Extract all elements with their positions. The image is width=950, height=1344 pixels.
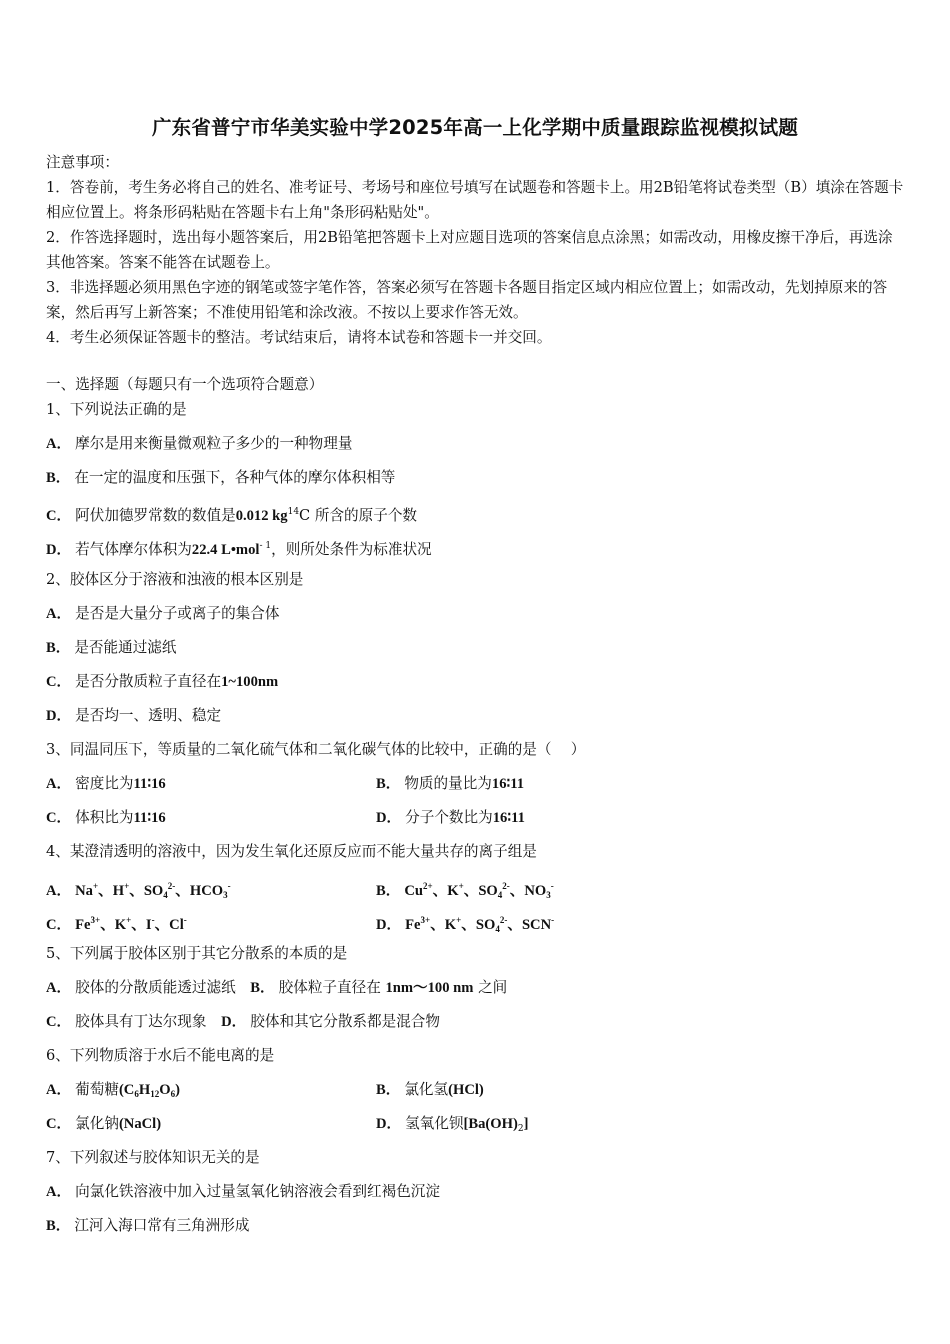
question-4-stem: 4、某澄清透明的溶液中，因为发生氧化还原反应而不能大量共存的离子组是 bbox=[46, 843, 537, 860]
option-label: D． bbox=[46, 542, 72, 558]
q4-option-c bbox=[46, 910, 187, 935]
question-3-stem: 3、同温同压下，等质量的二氧化硫气体和二氧化碳气体的比较中，正确的是（ ） bbox=[46, 741, 586, 758]
option-text: 在一定的温度和压强下，各种气体的摩尔体积相等 bbox=[74, 469, 396, 486]
q6-option-d bbox=[376, 1114, 528, 1139]
q2-option-b bbox=[46, 638, 177, 658]
option-text: 氯化钠 bbox=[75, 1115, 119, 1132]
q7-option-b bbox=[46, 1216, 249, 1236]
option-text: 胶体粒子直径在 bbox=[278, 979, 381, 996]
q5-options-cd bbox=[46, 1012, 440, 1032]
option-label: A． bbox=[46, 776, 72, 792]
option-label: B． bbox=[46, 1218, 71, 1234]
option-label: D． bbox=[376, 810, 402, 826]
q1-option-a bbox=[46, 434, 352, 454]
q4-option-d bbox=[376, 910, 554, 939]
section-heading: 一、选择题（每题只有一个选项符合题意） bbox=[46, 376, 324, 393]
question-7-stem: 7、下列叙述与胶体知识无关的是 bbox=[46, 1149, 260, 1166]
question-5-stem: 5、下列属于胶体区别于其它分散系的本质的是 bbox=[46, 945, 348, 962]
subscript: 2 bbox=[517, 1124, 524, 1134]
option-text: 胶体和其它分散系都是混合物 bbox=[250, 1013, 440, 1030]
q3-option-b bbox=[376, 774, 524, 794]
chemical-formula: $(C_6H_{12}O_6)$ bbox=[118, 1082, 180, 1099]
ion-formula: $Fe^{3+}$、K+、$SO_4^{2-}$、SCN- bbox=[405, 915, 555, 934]
q1-option-d bbox=[46, 536, 432, 560]
option-text: 向氯化铁溶液中加入过量氢氧化钠溶液会看到红褐色沉淀 bbox=[75, 1183, 440, 1200]
option-label: C． bbox=[46, 1116, 72, 1132]
q1-option-b bbox=[46, 468, 395, 488]
option-value: 1nm～100 nm bbox=[385, 980, 474, 996]
chemical-formula: (HCl) bbox=[448, 1082, 484, 1098]
q7-option-a bbox=[46, 1182, 440, 1202]
superscript: 14 bbox=[287, 507, 300, 517]
ion-formula: Na+、H+、$SO_4^{2-}$、$HCO_3^-$ bbox=[75, 881, 231, 900]
option-label: B． bbox=[46, 470, 71, 486]
option-label: A． bbox=[46, 1184, 72, 1200]
q3-option-d bbox=[376, 808, 525, 828]
q1-option-c bbox=[46, 502, 417, 526]
option-label: B． bbox=[250, 980, 275, 996]
option-text: 是否能通过滤纸 bbox=[74, 639, 177, 656]
option-value: 0.012 kg bbox=[235, 508, 288, 524]
option-label: D． bbox=[46, 708, 72, 724]
option-text: 葡萄糖 bbox=[75, 1081, 119, 1098]
q6-option-c bbox=[46, 1114, 161, 1134]
option-text: 是否是大量分子或离子的集合体 bbox=[75, 605, 280, 622]
option-text: 是否均一、透明、稳定 bbox=[75, 707, 222, 724]
note-item: 2．作答选择题时，选出每小题答案后，用2B铅笔把答题卡上对应题目选项的答案信息点涂黑；如需改动，用橡皮擦干净后，再选涂其他答案。答案不能答在试题卷上。 bbox=[46, 229, 893, 271]
option-label: A． bbox=[46, 606, 72, 622]
option-label: C． bbox=[46, 917, 72, 933]
option-label: B． bbox=[376, 1082, 401, 1098]
q6-option-a bbox=[46, 1080, 180, 1104]
q3-option-c bbox=[46, 808, 166, 828]
chemical-formula: (NaCl) bbox=[118, 1116, 162, 1132]
notes-heading: 注意事项： bbox=[46, 154, 119, 171]
option-value: 22.4 L•mol bbox=[191, 542, 260, 558]
option-text: 分子个数比为 bbox=[405, 809, 493, 826]
option-label: D． bbox=[376, 1116, 402, 1132]
option-text: 胶体的分散质能透过滤纸 bbox=[75, 979, 236, 996]
option-value: 11∶16 bbox=[133, 810, 166, 826]
q5-options-ab bbox=[46, 978, 507, 998]
q2-option-c bbox=[46, 672, 278, 692]
q4-option-a bbox=[46, 876, 231, 905]
notes-block bbox=[46, 150, 904, 350]
option-value: 1~100nm bbox=[221, 674, 279, 690]
note-item: 1．答卷前，考生务必将自己的姓名、准考证号、考场号和座位号填写在试题卷和答题卡上。用2B铅笔将试卷类型（B）填涂在答题卡相应位置上。将条形码粘贴在答题卡右上角"条形码粘贴处"。 bbox=[46, 179, 904, 221]
page-title: 广东省普宁市华美实验中学2025年高一上化学期中质量跟踪监视模拟试题 bbox=[151, 116, 799, 139]
ion-formula: $Cu^{2+}$、K+、$SO_4^{2-}$、$NO_3^-$ bbox=[404, 881, 554, 900]
q3-option-a bbox=[46, 774, 166, 794]
option-text: 氢氧化钡 bbox=[405, 1115, 464, 1132]
option-text: 之间 bbox=[478, 979, 508, 996]
option-text: 物质的量比为 bbox=[404, 775, 492, 792]
option-text: 摩尔是用来衡量微观粒子多少的一种物理量 bbox=[75, 435, 353, 452]
option-text: ，则所处条件为标准状况 bbox=[271, 541, 432, 558]
chemical-formula: [Ba(OH) bbox=[463, 1116, 518, 1132]
option-text: C 所含的原子个数 bbox=[299, 507, 418, 524]
option-label: A． bbox=[46, 436, 72, 452]
option-label: B． bbox=[376, 883, 401, 899]
option-label: D． bbox=[221, 1014, 247, 1030]
option-label: C． bbox=[46, 1014, 72, 1030]
q2-option-d bbox=[46, 706, 221, 726]
option-text: 若气体摩尔体积为 bbox=[75, 541, 192, 558]
option-label: A． bbox=[46, 980, 72, 996]
option-text: 体积比为 bbox=[75, 809, 134, 826]
q4-option-b bbox=[376, 876, 554, 905]
option-label: A． bbox=[46, 883, 72, 899]
option-label: D． bbox=[376, 917, 402, 933]
question-1-stem: 1、下列说法正确的是 bbox=[46, 401, 187, 418]
superscript: - 1 bbox=[259, 541, 272, 551]
option-text: 氯化氢 bbox=[404, 1081, 449, 1098]
q2-option-a bbox=[46, 604, 279, 624]
option-text: 密度比为 bbox=[75, 775, 134, 792]
note-item: 4．考生必须保证答题卡的整洁。考试结束后，请将本试卷和答题卡一并交回。 bbox=[46, 329, 552, 346]
option-text: 是否分散质粒子直径在 bbox=[75, 673, 222, 690]
option-label: B． bbox=[46, 640, 71, 656]
option-label: C． bbox=[46, 674, 72, 690]
option-value: 16∶11 bbox=[491, 776, 525, 792]
option-label: B． bbox=[376, 776, 401, 792]
option-text: 江河入海口常有三角洲形成 bbox=[74, 1217, 250, 1234]
option-label: C． bbox=[46, 508, 72, 524]
option-value: 16∶11 bbox=[492, 810, 525, 826]
question-2-stem: 2、胶体区分于溶液和浊液的根本区别是 bbox=[46, 571, 304, 588]
ion-formula: $Fe^{3+}$、K+、I-、Cl- bbox=[75, 915, 187, 933]
q6-option-b bbox=[376, 1080, 484, 1100]
option-text: 阿伏加德罗常数的数值是 bbox=[75, 507, 236, 524]
option-label: C． bbox=[46, 810, 72, 826]
option-label: A． bbox=[46, 1082, 72, 1098]
chemical-formula-end: ] bbox=[523, 1116, 529, 1132]
option-value: 11∶16 bbox=[133, 776, 166, 792]
note-item: 3．非选择题必须用黑色字迹的钢笔或签字笔作答，答案必须写在答题卡各题目指定区域内相应位置上；如需改动，先划掉原来的答案，然后再写上新答案；不准使用铅笔和涂改液。不按以上要求作答无效。 bbox=[46, 279, 888, 321]
question-6-stem: 6、下列物质溶于水后不能电离的是 bbox=[46, 1047, 275, 1064]
option-text: 胶体具有丁达尔现象 bbox=[75, 1013, 207, 1030]
